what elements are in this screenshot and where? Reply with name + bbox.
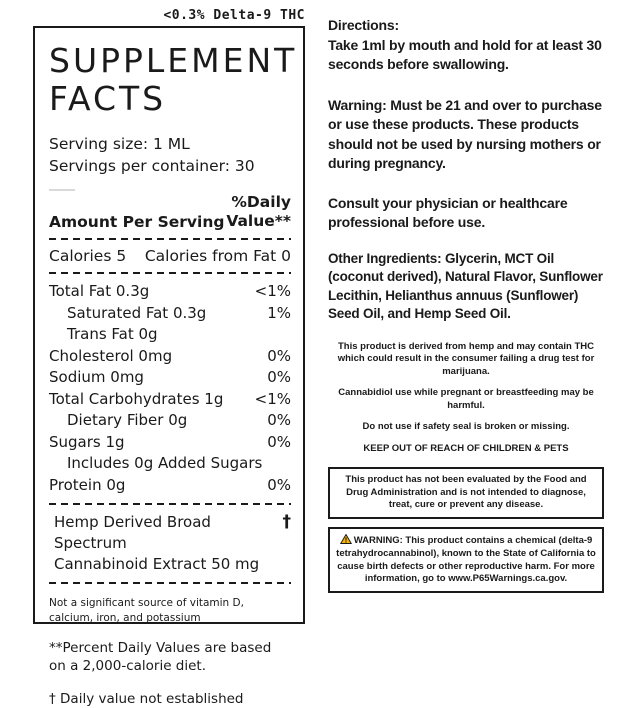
- table-row: [49, 303, 291, 325]
- nutrient-name: Saturated Fat 0.3g: [67, 303, 207, 322]
- p65-warning-box: [328, 527, 604, 593]
- nutrient-table: [49, 281, 291, 496]
- hemp-extract-row: [49, 512, 291, 575]
- footnote-daily-value: † Daily value not established: [49, 691, 244, 707]
- daily-value-header: [226, 193, 291, 231]
- servings-per-container: Servings per container: 30: [49, 157, 255, 175]
- dashed-divider: [49, 582, 291, 584]
- panel-title-line2: FACTS: [49, 79, 167, 118]
- table-row: [49, 367, 291, 389]
- table-row: [49, 432, 291, 454]
- consult-physician-note: Consult your physician or healthcare professional before use.: [328, 194, 568, 230]
- panel-title-line1: SUPPLEMENT: [49, 41, 298, 80]
- directions-body: Take 1ml by mouth and hold for at least 30 seconds before swallowing.: [328, 36, 602, 72]
- nutrient-name: Cholesterol 0mg: [49, 346, 173, 365]
- dashed-divider: [49, 503, 291, 505]
- keep-out-of-reach-notice: KEEP OUT OF REACH OF CHILDREN & PETS: [363, 442, 569, 454]
- daily-value-header-line1: %Daily: [231, 193, 291, 211]
- nutrient-name: Dietary Fiber 0g: [67, 411, 188, 429]
- footnote-percent-daily-value: **Percent Daily Values are based on a 2,000-calorie diet.: [49, 640, 272, 674]
- nutrient-dv: 0%: [267, 411, 291, 429]
- calories-value: Calories 5: [49, 247, 127, 265]
- serving-size: Serving size: 1 ML: [49, 135, 190, 153]
- calories-row: [49, 247, 291, 265]
- hemp-extract-line2: Cannabinoid Extract 50 mg: [54, 555, 260, 573]
- p65-warning-text: WARNING: This product contains a chemical (delta-9 tetrahydrocannabinol), known to the State of California to cause birth defects or other reproductive harm. For more information, go to www.P65Warnings.ca.gov.: [336, 534, 596, 584]
- nutrient-name: Includes 0g Added Sugars: [67, 454, 263, 472]
- serving-info: [49, 133, 291, 177]
- nutrient-name: Sodium 0mg: [49, 368, 144, 386]
- nutrient-name: Total Carbohydrates 1g: [49, 389, 224, 408]
- nutrient-dv: 0%: [267, 368, 291, 386]
- supplement-facts-panel: [33, 26, 305, 707]
- panel-title: [49, 41, 298, 118]
- table-row: [49, 389, 291, 411]
- nutrient-name: Sugars 1g: [49, 432, 125, 451]
- nutrient-dv: 0%: [267, 432, 291, 451]
- table-row: [49, 410, 291, 432]
- hemp-thc-notice: This product is derived from hemp and may contain THC which could result in the consumer failing a drug test for marijuana.: [337, 340, 595, 377]
- other-ingredients: Other Ingredients: Glycerin, MCT Oil (coconut derived), Natural Flavor, Sunflower Lecithin, Helianthus annuus (Sunflower) Seed Oil, and Hemp Seed Oil.: [328, 250, 603, 321]
- nutrient-dv: <1%: [254, 282, 291, 300]
- calories-from-fat-value: Calories from Fat 0: [144, 247, 291, 265]
- cannabidiol-notice: Cannabidiol use while pregnant or breastfeeding may be harmful.: [338, 387, 594, 411]
- table-row: [49, 346, 291, 368]
- fda-disclaimer-box: This product has not been evaluated by the Food and Drug Administration and is not intended to diagnose, treat, cure or prevent any disease.: [328, 467, 604, 519]
- amount-per-serving-label: Amount Per Serving: [49, 213, 225, 231]
- info-column: [328, 0, 604, 601]
- hemp-extract-name: [54, 512, 283, 575]
- footnote-not-significant: Not a significant source of vitamin D, calcium, iron, and potassium: [49, 597, 244, 624]
- dagger-symbol: †: [282, 512, 291, 532]
- safety-seal-notice: Do not use if safety seal is broken or missing.: [362, 421, 570, 432]
- warning-triangle-icon: [340, 534, 352, 549]
- nutrient-name: Protein 0g: [49, 475, 126, 494]
- dashed-divider: [49, 272, 291, 274]
- nutrient-dv: 0%: [267, 475, 291, 494]
- amount-header-row: [49, 193, 291, 231]
- directions-title: Directions:: [328, 17, 399, 33]
- nutrient-dv: 0%: [267, 346, 291, 365]
- table-row: [49, 324, 291, 346]
- hemp-extract-line1: Hemp Derived Broad Spectrum: [54, 513, 211, 552]
- age-warning: Warning: Must be 21 and over to purchase or use these products. These products should not be used by nursing mothers or during pregnancy.: [328, 96, 602, 171]
- thc-content-note: <0.3% Delta-9 THC: [163, 8, 305, 23]
- daily-value-header-line2: Value**: [226, 212, 291, 230]
- nutrient-dv: <1%: [254, 389, 291, 408]
- table-row: [49, 475, 291, 497]
- table-row: [49, 281, 291, 303]
- nutrient-name: Trans Fat 0g: [67, 325, 158, 343]
- dashed-divider: [49, 238, 291, 240]
- directions-section: [328, 16, 604, 75]
- divider-tick: [49, 189, 75, 191]
- nutrient-dv: 1%: [267, 303, 291, 322]
- nutrient-name: Total Fat 0.3g: [49, 282, 150, 300]
- table-row: [49, 453, 291, 475]
